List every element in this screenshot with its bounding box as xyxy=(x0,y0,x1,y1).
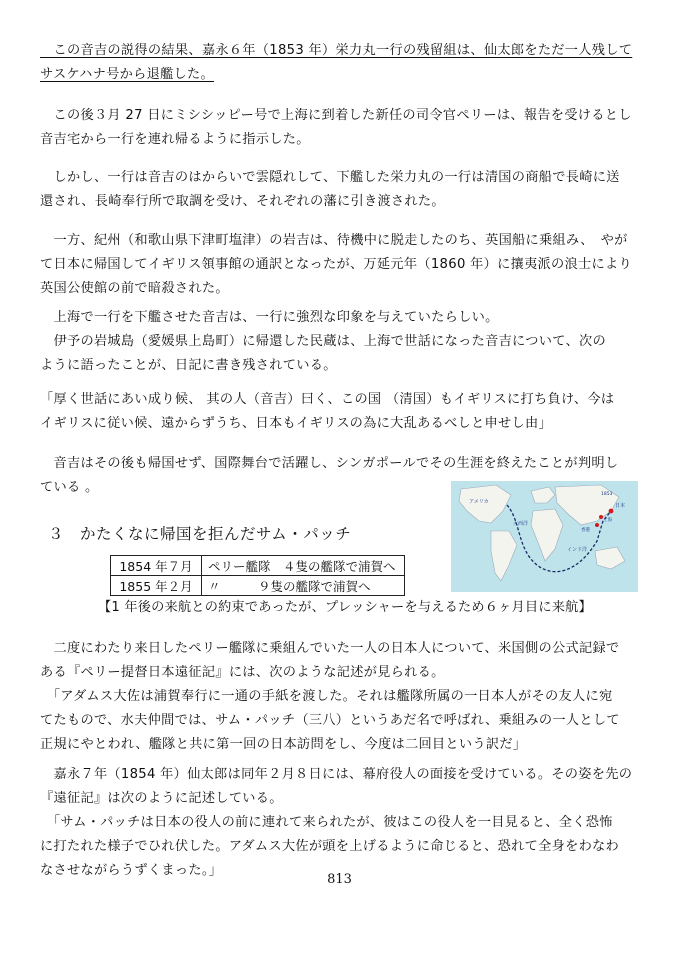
timeline-event: 〃 ９隻の艦隊で浦賀へ xyxy=(202,576,405,596)
table-row xyxy=(111,556,405,576)
paragraph-7: 音吉はその後も帰国せず、国際舞台で活躍し、シンガポールでその生涯を終えたことが判明し ている 。 xyxy=(40,456,619,495)
section-heading: ３ かたくなに帰国を拒んだサム・パッチ xyxy=(48,525,352,543)
paragraph-3: しかし、一行は音吉のはからいで雲隠れして、下艦した栄力丸の一行は清国の商船で長崎に送 還され、長崎奉行所で取調を受け、それぞれの藩に引き渡された。 xyxy=(40,170,620,209)
map-label: アメリカ xyxy=(469,499,489,505)
timeline-date: 1855 年２月 xyxy=(111,576,202,596)
timeline-note: 【1 年後の来航との約束であったが、プレッシャーを与えるため６ヶ月目に来航】 xyxy=(98,600,592,615)
timeline-date: 1854 年７月 xyxy=(111,556,202,576)
table-row xyxy=(111,576,405,596)
world-map-route xyxy=(451,481,638,592)
map-label: 上海 xyxy=(603,518,612,523)
map-label: 1853 xyxy=(601,492,613,497)
paragraph-1: この音吉の説得の結果、嘉永６年（1853 年）栄力丸一行の残留組は、仙太郎をただ一人残して サスケハナ号から退艦した。 xyxy=(40,43,633,82)
paragraph-8: 二度にわたり来日したペリー艦隊に乗組んでいた一人の日本人について、米国側の公式記録で ある『ペリー提督日本遠征記』には、次のような記述が見られる。 「アダムス大佐は浦賀奉行に一通の手紙を渡した。それは艦隊所属の一日本人がその友人に宛 てたもので、水夫仲間では、サム・パッチ（三八）というあだ名で呼ばれ、乗組みの一人として 正規にやとわれ、艦隊と共に第一回の日本訪問をし、今度は二回目という訳だ」 xyxy=(40,641,620,752)
paragraph-2: この後３月 27 日にミシシッピー号で上海に到着した新任の司令官ペリーは、報告を受けるとし 音吉宅から一行を連れ帰るように指示した。 xyxy=(40,108,632,147)
map-label: 日本 xyxy=(615,503,626,509)
page-number: 813 xyxy=(327,872,352,887)
quote-tamizo: 「厚く世話にあい成り候、 其の人（音吉）曰く、この国 （清国）もイギリスに打ち負け、今は イギリスに従い候、遠からずうち、日本もイギリスの為に大乱あるべしと申せし由」 xyxy=(40,392,615,431)
timeline-table xyxy=(110,555,405,596)
paragraph-4: 一方、紀州（和歌山県下津町塩津）の岩吉は、待機中に脱走したのち、英国船に乗組み、 やが て日本に帰国してイギリス領事館の通訳となったが、万延元年（1860 年）に攘夷派の浪士により 英国公使館の前で暗殺された。 xyxy=(40,233,632,296)
map-label: インド洋 xyxy=(567,547,588,553)
map-marker-hongkong xyxy=(595,523,599,527)
map-label: 大西洋 xyxy=(513,521,529,527)
paragraph-5: 上海で一行を下艦させた音吉は、一行に強烈な印象を与えていたらしい。 伊予の岩城島（愛媛県上島町）に帰還した民蔵は、上海で世話になった音吉について、次の ように語ったことが、日記に書き残されている。 xyxy=(40,310,606,373)
paragraph-9: 嘉永７年（1854 年）仙太郎は同年２月８日には、幕府役人の面接を受けている。その姿を先の 『遠征記』は次のように記述している。 「サム・パッチは日本の役人の前に連れて来られたが、彼はこの役人を一目見ると、全く恐怖 に打たれた様子でひれ伏した。アダムス大佐が頭を上げるように命じると、恐れて全身をわなわ なさせながらうずくまった。」 xyxy=(40,767,633,878)
map-label: 香港 xyxy=(581,528,590,533)
timeline-event: ペリー艦隊 ４隻の艦隊で浦賀へ xyxy=(202,556,405,576)
map-marker-japan xyxy=(609,509,614,514)
